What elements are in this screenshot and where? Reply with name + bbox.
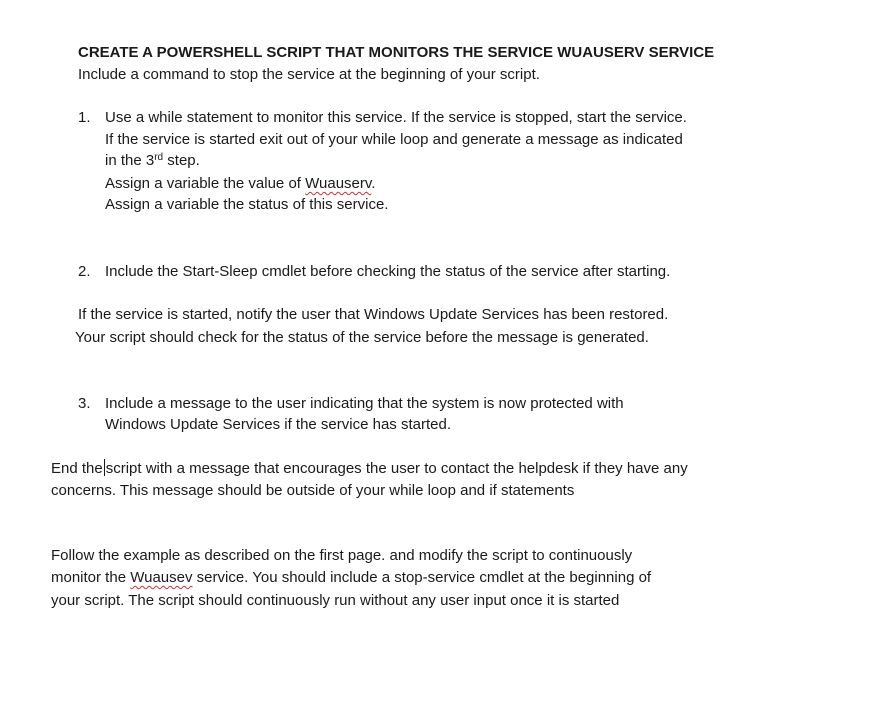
step-2-line-1: Include the Start-Sleep cmdlet before checking the status of the service after starting. bbox=[105, 263, 671, 280]
end-line-1-rest: script with a message that encourages the user to contact the helpdesk if they have any bbox=[105, 460, 688, 477]
spelling-flagged-word[interactable]: Wuauserv bbox=[305, 175, 372, 192]
ordinal-superscript: rd bbox=[154, 152, 164, 163]
end-line-2: concerns. This message should be outside of your while loop and if statements bbox=[51, 482, 575, 499]
spelling-flagged-word[interactable]: Wuausev bbox=[130, 569, 193, 586]
step-1-number: 1. bbox=[78, 109, 91, 126]
step-1-line-4 bbox=[105, 174, 375, 194]
step-2-number: 2. bbox=[78, 263, 91, 280]
follow-line-2-start: monitor the bbox=[51, 569, 131, 586]
follow-line-2 bbox=[51, 568, 651, 588]
intro-text: Include a command to stop the service at the beginning of your script. bbox=[78, 66, 540, 83]
end-line-1-start: End the bbox=[51, 460, 103, 477]
follow-line-3: your script. The script should continuously run without any user input once it is started bbox=[51, 592, 620, 609]
step-1-line-4-text: Assign a variable the value of bbox=[105, 175, 306, 192]
restored-line-2: Your script should check for the status of the service before the message is generated. bbox=[75, 329, 649, 346]
follow-line-1: Follow the example as described on the first page. and modify the script to continuously bbox=[51, 547, 633, 564]
end-line-1 bbox=[51, 459, 688, 479]
document-title: CREATE A POWERSHELL SCRIPT THAT MONITORS THE SERVICE WUAUSERV SERVICE bbox=[78, 44, 715, 61]
text-cursor bbox=[104, 459, 105, 476]
step-1-line-2: If the service is started exit out of your while loop and generate a message as indicated bbox=[105, 131, 683, 148]
follow-line-2-rest: service. You should include a stop-service cmdlet at the beginning of bbox=[192, 569, 652, 586]
step-1-line-3 bbox=[105, 151, 200, 171]
restored-line-1: If the service is started, notify the user that Windows Update Services has been restored. bbox=[78, 306, 669, 323]
step-1-line-5: Assign a variable the status of this service. bbox=[105, 196, 389, 213]
step-3-line-2: Windows Update Services if the service has started. bbox=[105, 416, 451, 433]
step-3-number: 3. bbox=[78, 395, 91, 412]
step-1-line-3-end: step. bbox=[163, 152, 200, 169]
step-1-line-3-text: in the 3 bbox=[105, 152, 155, 169]
step-1-line-4-end: . bbox=[371, 175, 376, 192]
step-3-line-1: Include a message to the user indicating that the system is now protected with bbox=[105, 395, 624, 412]
step-1-line-1: Use a while statement to monitor this service. If the service is stopped, start the service. bbox=[105, 109, 687, 126]
